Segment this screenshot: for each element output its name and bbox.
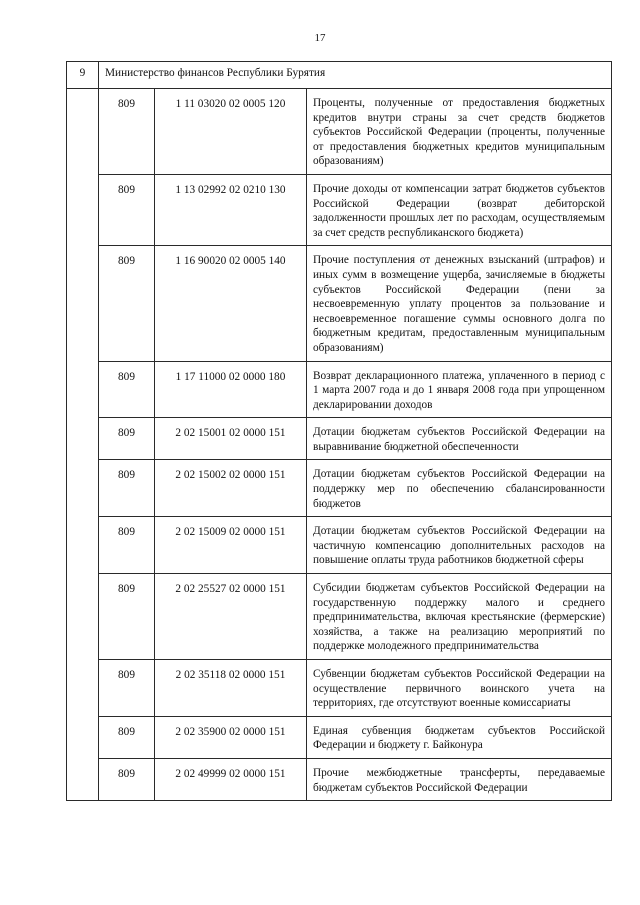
table-row (67, 174, 612, 245)
administrator-code: 809 (99, 517, 155, 574)
administrator-code: 809 (99, 716, 155, 758)
revenue-code: 2 02 15002 02 0000 151 (155, 460, 307, 517)
revenue-description: Единая субвенция бюджетам субъектов Российской Федерации и бюджету г. Байконура (307, 716, 612, 758)
administrator-code: 809 (99, 89, 155, 175)
administrator-code: 809 (99, 574, 155, 660)
revenue-code: 2 02 35900 02 0000 151 (155, 716, 307, 758)
revenue-code: 2 02 15009 02 0000 151 (155, 517, 307, 574)
revenue-description: Прочие доходы от компенсации затрат бюджетов субъектов Российской Федерации (возврат дебиторской задолженности прошлых лет по расходам, осуществляемым за счет средств республиканского бюджета) (307, 174, 612, 245)
revenue-code: 2 02 35118 02 0000 151 (155, 660, 307, 717)
administrator-code: 809 (99, 174, 155, 245)
revenue-description: Дотации бюджетам субъектов Российской Федерации на частичную компенсацию дополнительных расходов на повышение оплаты труда работников бюджетной сферы (307, 517, 612, 574)
table-body (67, 62, 612, 801)
administrator-code: 809 (99, 246, 155, 361)
revenue-description: Дотации бюджетам субъектов Российской Федерации на поддержку мер по обеспечению сбалансированности бюджетов (307, 460, 612, 517)
revenue-description: Дотации бюджетам субъектов Российской Федерации на выравнивание бюджетной обеспеченности (307, 418, 612, 460)
section-title: Министерство финансов Республики Бурятия (99, 62, 612, 89)
revenue-code: 2 02 15001 02 0000 151 (155, 418, 307, 460)
table-row (67, 418, 612, 460)
administrator-code: 809 (99, 758, 155, 800)
administrator-code: 809 (99, 361, 155, 418)
revenue-description: Субсидии бюджетам субъектов Российской Федерации на государственную поддержку малого и среднего предпринимательства, включая крестьянские (фермерские) хозяйства, а также на реализацию мероприятий по поддержке молодежного предпринимательства (307, 574, 612, 660)
table-row (67, 574, 612, 660)
revenue-description: Проценты, полученные от предоставления бюджетных кредитов внутри страны за счет средств бюджетов субъектов Российской Федерации (проценты, полученные от предоставления бюджетных кредитов муниципальным образованиям) (307, 89, 612, 175)
revenue-code: 2 02 49999 02 0000 151 (155, 758, 307, 800)
section-header-row (67, 62, 612, 89)
revenue-code: 1 17 11000 02 0000 180 (155, 361, 307, 418)
revenue-code: 2 02 25527 02 0000 151 (155, 574, 307, 660)
table-row (67, 361, 612, 418)
table-row (67, 660, 612, 717)
administrator-code: 809 (99, 460, 155, 517)
revenue-code: 1 13 02992 02 0210 130 (155, 174, 307, 245)
table-row (67, 716, 612, 758)
administrator-code: 809 (99, 418, 155, 460)
table-row (67, 758, 612, 800)
revenue-code: 1 16 90020 02 0005 140 (155, 246, 307, 361)
revenue-description: Прочие поступления от денежных взысканий (штрафов) и иных сумм в возмещение ущерба, зачисляемые в бюджеты субъектов Российской Федерации (пени за несвоевременную уплату процентов за пользование и несвоевременное погашение суммы основного долга по бюджетным кредитам, предоставленным муниципальным образованиям) (307, 246, 612, 361)
revenue-description: Возврат декларационного платежа, уплаченного в период с 1 марта 2007 года и до 1 января 2008 года при упрощенном декларировании доходов (307, 361, 612, 418)
revenue-classification-table (66, 61, 612, 801)
page-number: 17 (314, 32, 326, 44)
section-number: 9 (67, 62, 99, 89)
table-row (67, 460, 612, 517)
revenue-code: 1 11 03020 02 0005 120 (155, 89, 307, 175)
table-row (67, 89, 612, 175)
table-row (67, 517, 612, 574)
revenue-description: Прочие межбюджетные трансферты, передаваемые бюджетам субъектов Российской Федерации (307, 758, 612, 800)
administrator-code: 809 (99, 660, 155, 717)
revenue-description: Субвенции бюджетам субъектов Российской Федерации на осуществление первичного воинского учета на территориях, где отсутствуют военные комиссариаты (307, 660, 612, 717)
table-row (67, 246, 612, 361)
section-number-spacer (67, 89, 99, 801)
